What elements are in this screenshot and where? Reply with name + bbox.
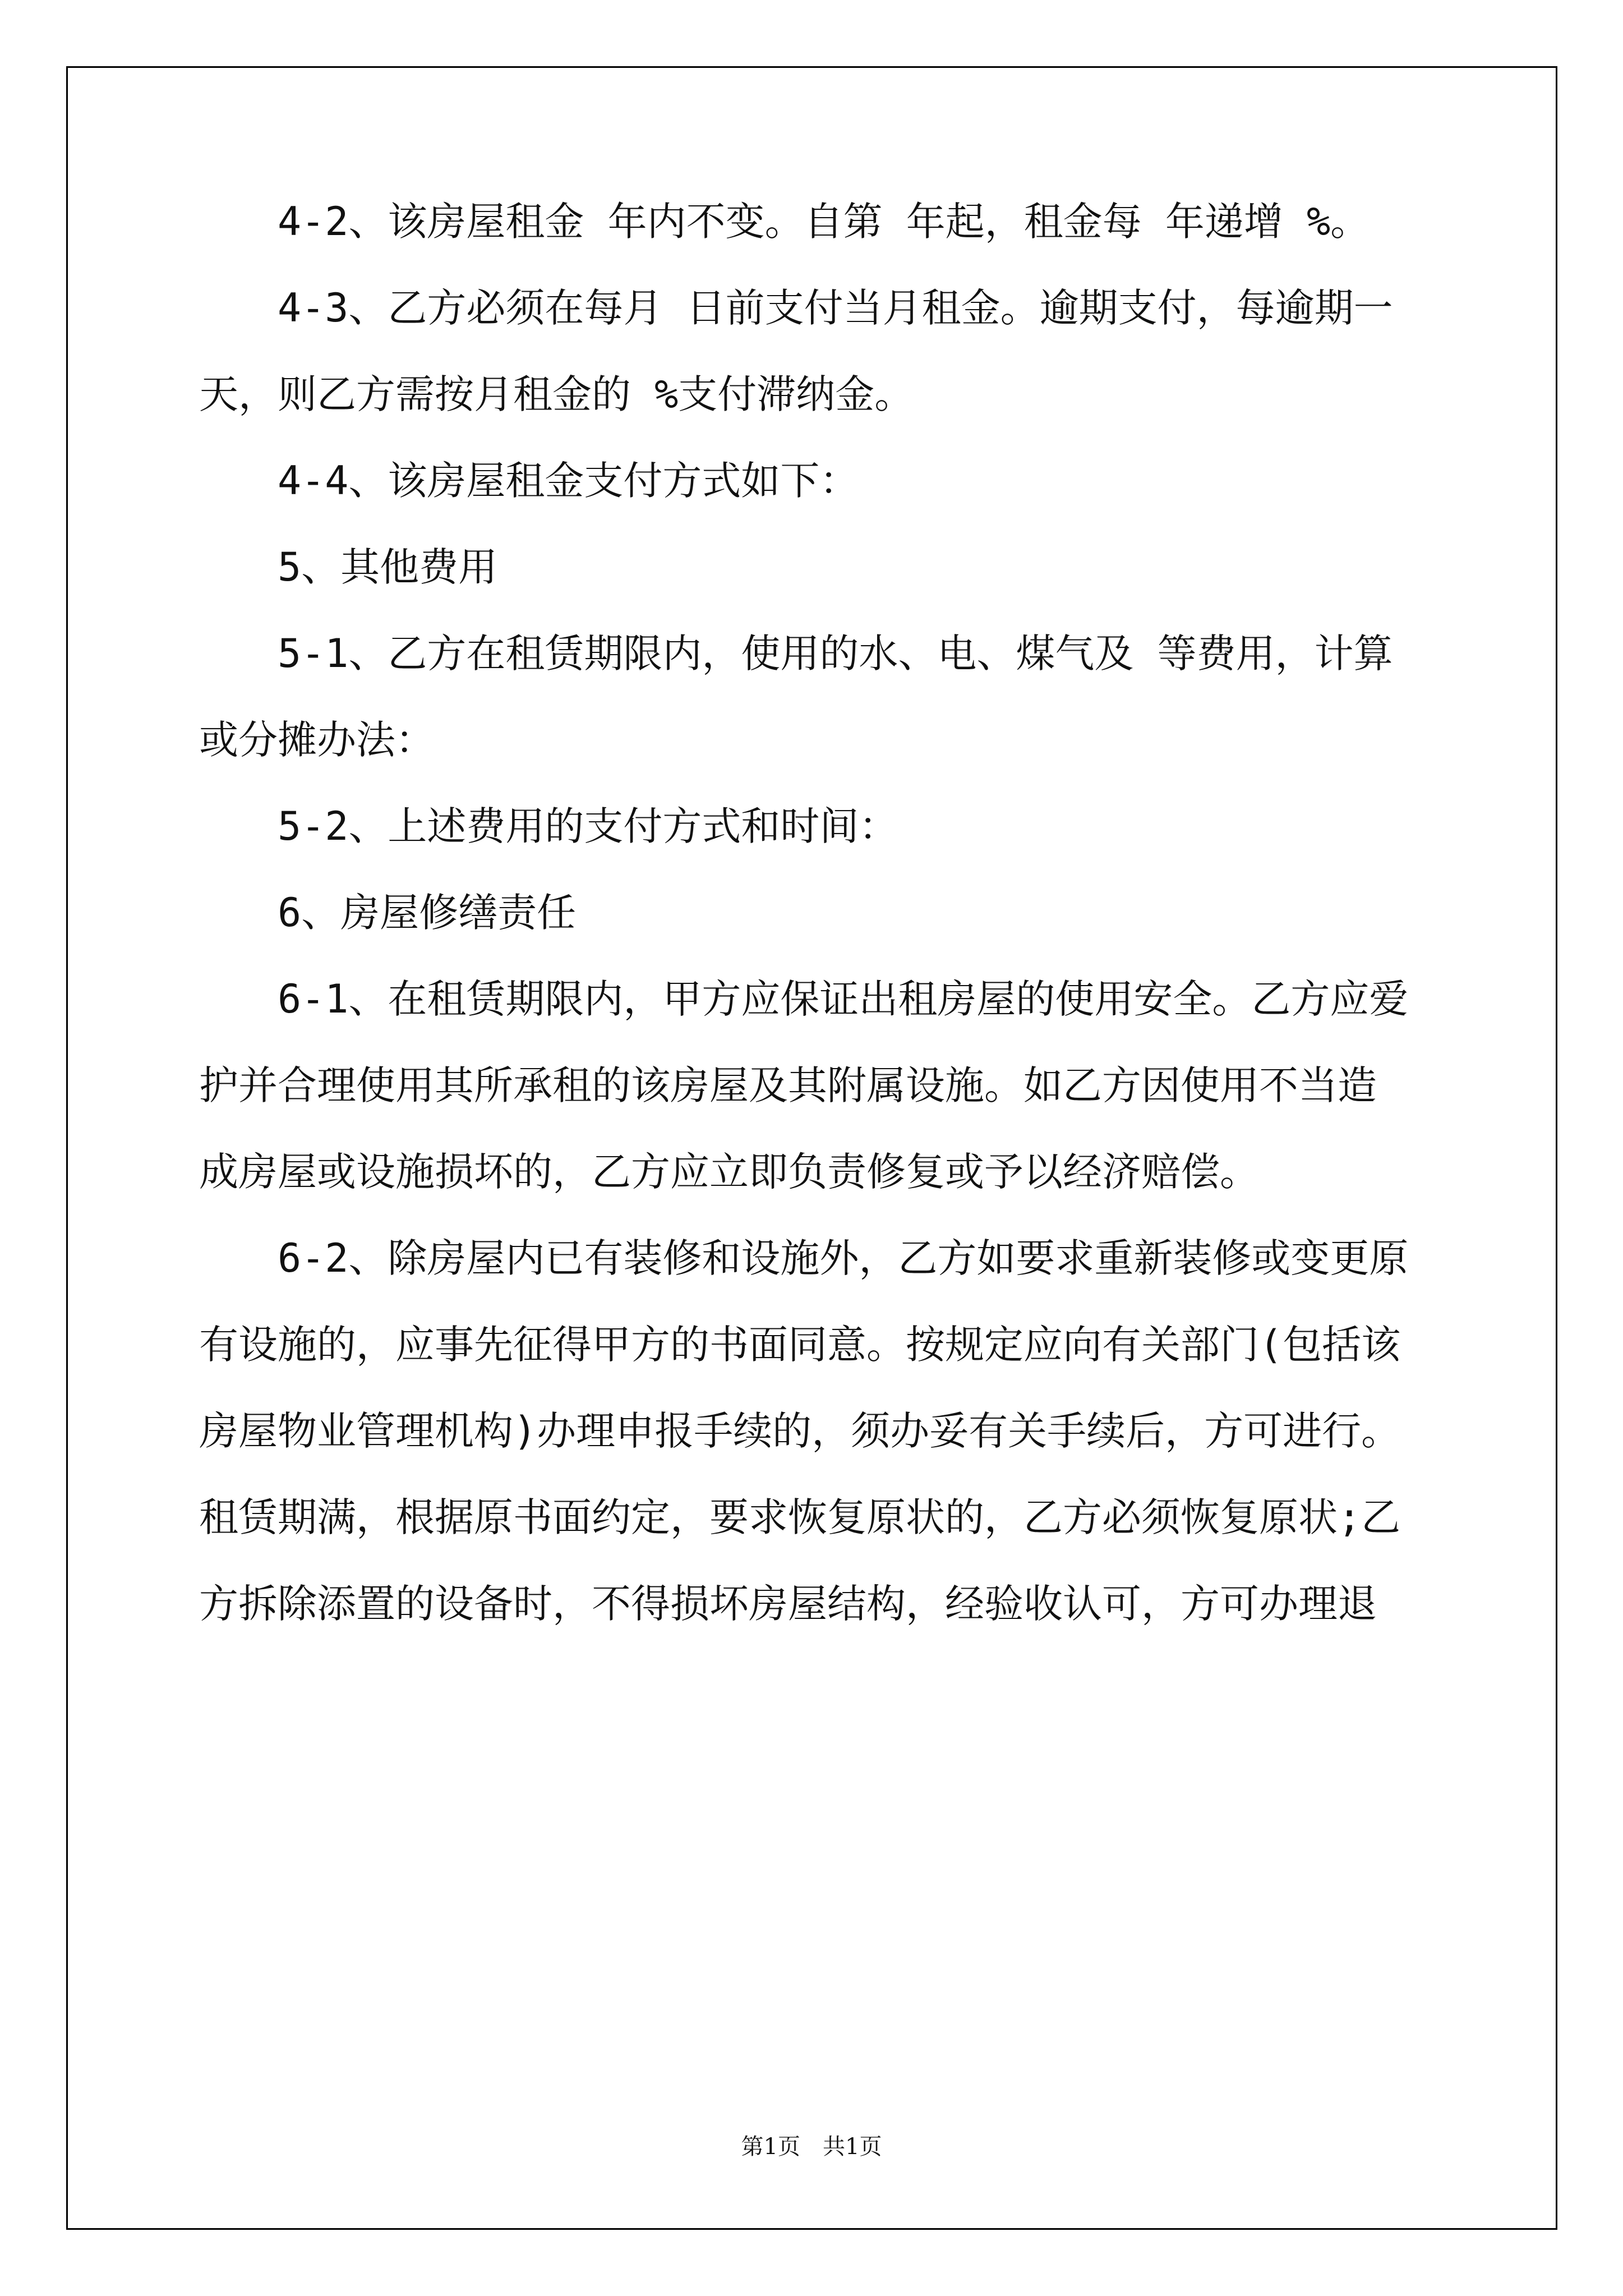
paragraph-line: 方拆除添置的设备时，不得损坏房屋结构，经验收认可，方可办理退 — [199, 1581, 1377, 1627]
page-number: 第1页 共1页 — [741, 2134, 882, 2160]
paragraph-line: 4-3、乙方必须在每月 日前支付当月租金。逾期支付，每逾期一 — [278, 285, 1393, 331]
paragraph-line: 租赁期满，根据原书面约定，要求恢复原状的，乙方必须恢复原状;乙 — [199, 1494, 1401, 1540]
paragraph-line: 6、房屋修缮责任 — [278, 890, 577, 936]
paragraph-line: 5-1、乙方在租赁期限内，使用的水、电、煤气及 等费用，计算 — [278, 631, 1393, 677]
paragraph-line: 成房屋或设施损坏的，乙方应立即负责修复或予以经济赔偿。 — [199, 1149, 1259, 1195]
paragraph-line: 6-1、在租赁期限内，甲方应保证出租房屋的使用安全。乙方应爱 — [278, 976, 1409, 1022]
paragraph-line: 5-2、上述费用的支付方式和时间： — [278, 803, 898, 849]
paragraph-line: 6-2、除房屋内已有装修和设施外，乙方如要求重新装修或变更原 — [278, 1235, 1409, 1281]
paragraph-line: 房屋物业管理机构)办理申报手续的，须办妥有关手续后，方可进行。 — [199, 1408, 1401, 1454]
page-footer — [0, 2129, 1623, 2161]
paragraph-line: 或分摊办法： — [199, 717, 435, 763]
paragraph-line: 有设施的，应事先征得甲方的书面同意。按规定应向有关部门(包括该 — [199, 1322, 1401, 1368]
paragraph-line: 5、其他费用 — [278, 544, 498, 590]
paragraph-line: 4-2、该房屋租金 年内不变。自第 年起，租金每 年递增 %。 — [278, 199, 1370, 245]
paragraph-line: 护并合理使用其所承租的该房屋及其附属设施。如乙方因使用不当造 — [199, 1062, 1377, 1108]
paragraph-line: 天，则乙方需按月租金的 %支付滞纳金。 — [199, 371, 914, 417]
paragraph-line: 4-4、该房屋租金支付方式如下： — [278, 458, 859, 504]
